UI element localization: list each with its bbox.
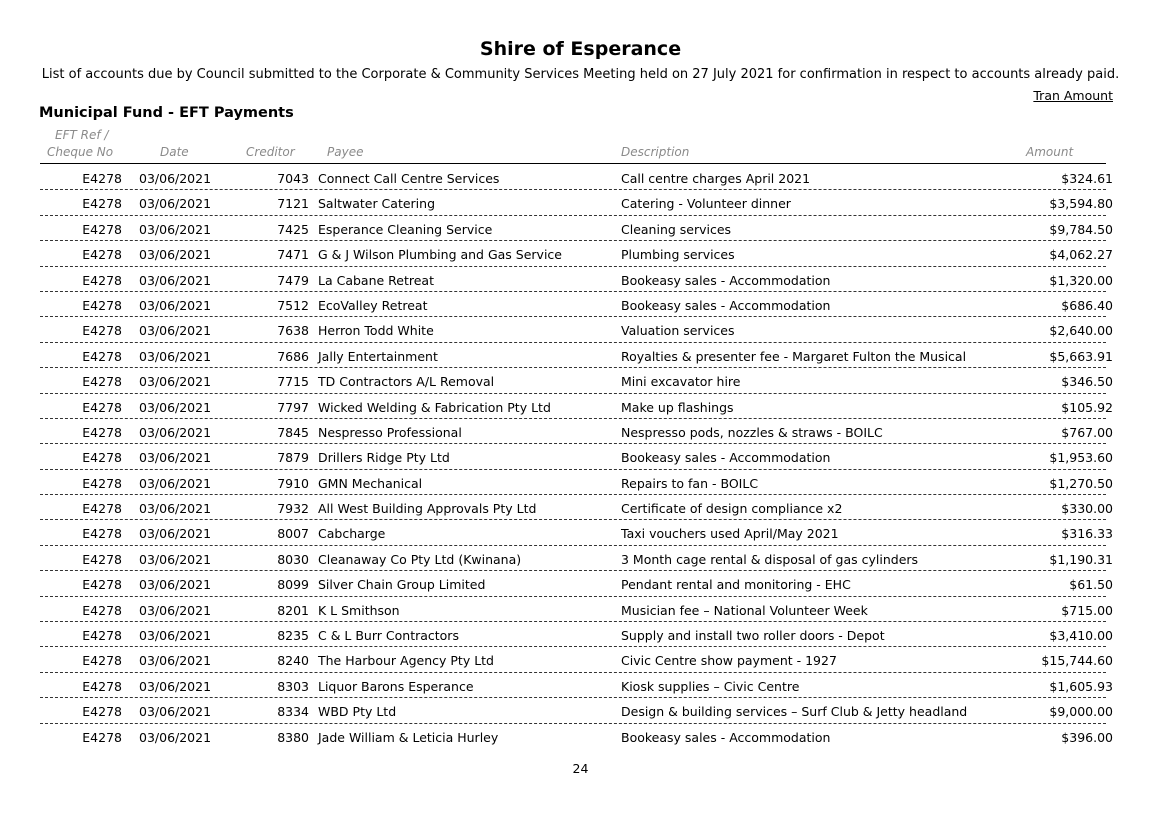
header-divider (40, 163, 1106, 164)
cell-ref: E4278 (82, 450, 122, 466)
cell-amount: $2,640.00 (1049, 323, 1113, 339)
cell-amount: $9,784.50 (1049, 221, 1113, 237)
cell-payee: Jally Entertainment (318, 348, 438, 364)
cell-ref: E4278 (82, 729, 122, 745)
cell-creditor: 7512 (277, 297, 309, 313)
cell-amount: $346.50 (1061, 374, 1113, 390)
cell-date: 03/06/2021 (139, 577, 212, 593)
cell-payee: Liquor Barons Esperance (318, 678, 474, 694)
cell-payee: WBD Pty Ltd (318, 704, 397, 720)
cell-creditor: 7479 (277, 272, 309, 288)
cell-date: 03/06/2021 (139, 221, 212, 237)
cell-creditor: 7121 (277, 196, 309, 212)
cell-amount: $4,062.27 (1049, 247, 1113, 263)
cell-description: Pendant rental and monitoring - EHC (621, 577, 851, 593)
cell-date: 03/06/2021 (139, 704, 212, 720)
cell-description: Nespresso pods, nozzles & straws - BOILC (621, 424, 883, 440)
cell-description: Bookeasy sales - Accommodation (621, 272, 831, 288)
cell-creditor: 7471 (277, 247, 309, 263)
table-row (0, 724, 1161, 749)
table-row (0, 622, 1161, 647)
cell-date: 03/06/2021 (139, 297, 212, 313)
column-header-ref-line1: EFT Ref / (55, 128, 109, 142)
cell-description: Mini excavator hire (621, 374, 741, 390)
cell-description: Bookeasy sales - Accommodation (621, 729, 831, 745)
cell-amount: $61.50 (1069, 577, 1113, 593)
cell-creditor: 8240 (277, 653, 309, 669)
cell-date: 03/06/2021 (139, 424, 212, 440)
cell-payee: All West Building Approvals Pty Ltd (318, 501, 537, 517)
page-title: Shire of Esperance (479, 38, 682, 60)
cell-description: Kiosk supplies – Civic Centre (621, 678, 800, 694)
section-heading: Municipal Fund - EFT Payments (39, 105, 294, 121)
table-row (0, 394, 1161, 419)
cell-ref: E4278 (82, 653, 122, 669)
table-row (0, 292, 1161, 317)
cell-ref: E4278 (82, 323, 122, 339)
cell-payee: Nespresso Professional (318, 424, 462, 440)
cell-amount: $330.00 (1061, 501, 1113, 517)
page-subtitle: List of accounts due by Council submitted to the Corporate & Community Services Meeting held on 27 July 2021 for confirmation in respect to accounts already paid. (41, 67, 1120, 82)
cell-ref: E4278 (82, 602, 122, 618)
cell-payee: EcoValley Retreat (318, 297, 428, 313)
cell-date: 03/06/2021 (139, 501, 212, 517)
cell-amount: $1,953.60 (1049, 450, 1113, 466)
table-row (0, 647, 1161, 672)
cell-date: 03/06/2021 (139, 196, 212, 212)
cell-amount: $3,594.80 (1049, 196, 1113, 212)
cell-ref: E4278 (82, 577, 122, 593)
cell-date: 03/06/2021 (139, 653, 212, 669)
cell-creditor: 7879 (277, 450, 309, 466)
cell-payee: Jade William & Leticia Hurley (318, 729, 499, 745)
cell-payee: C & L Burr Contractors (318, 628, 459, 644)
cell-ref: E4278 (82, 399, 122, 415)
cell-description: Taxi vouchers used April/May 2021 (621, 526, 839, 542)
cell-ref: E4278 (82, 171, 122, 186)
cell-creditor: 7845 (277, 424, 309, 440)
cell-amount: $105.92 (1061, 399, 1113, 415)
cell-payee: G & J Wilson Plumbing and Gas Service (318, 247, 562, 263)
cell-date: 03/06/2021 (139, 628, 212, 644)
cell-description: Bookeasy sales - Accommodation (621, 297, 831, 313)
cell-amount: $9,000.00 (1049, 704, 1113, 720)
cell-ref: E4278 (82, 247, 122, 263)
cell-creditor: 8201 (277, 602, 309, 618)
cell-date: 03/06/2021 (139, 374, 212, 390)
cell-date: 03/06/2021 (139, 678, 212, 694)
cell-amount: $1,190.31 (1049, 551, 1113, 567)
cell-creditor: 7043 (277, 171, 309, 186)
cell-description: Bookeasy sales - Accommodation (621, 450, 831, 466)
cell-creditor: 8099 (277, 577, 309, 593)
column-header-creditor: Creditor (246, 145, 295, 159)
table-row (0, 673, 1161, 698)
cell-description: Plumbing services (621, 247, 735, 263)
cell-creditor: 7797 (277, 399, 309, 415)
cell-description: Supply and install two roller doors - Depot (621, 628, 885, 644)
cell-ref: E4278 (82, 272, 122, 288)
cell-date: 03/06/2021 (139, 551, 212, 567)
cell-date: 03/06/2021 (139, 348, 212, 364)
cell-date: 03/06/2021 (139, 526, 212, 542)
cell-ref: E4278 (82, 196, 122, 212)
cell-creditor: 8007 (277, 526, 309, 542)
cell-creditor: 7715 (277, 374, 309, 390)
cell-creditor: 8380 (277, 729, 309, 745)
tran-amount-label: Tran Amount (1033, 88, 1113, 103)
cell-ref: E4278 (82, 628, 122, 644)
cell-amount: $1,270.50 (1049, 475, 1113, 491)
cell-description: Royalties & presenter fee - Margaret Fulton the Musical (621, 348, 967, 364)
cell-payee: Saltwater Catering (318, 196, 436, 212)
cell-payee: Esperance Cleaning Service (318, 221, 493, 237)
cell-description: Design & building services – Surf Club & Jetty headland (621, 704, 968, 720)
cell-description: Make up flashings (621, 399, 734, 415)
cell-description: 3 Month cage rental & disposal of gas cylinders (621, 551, 919, 567)
table-row (0, 216, 1161, 241)
cell-date: 03/06/2021 (139, 171, 212, 186)
column-header-amount: Amount (1026, 145, 1074, 159)
cell-amount: $715.00 (1061, 602, 1113, 618)
cell-payee: La Cabane Retreat (318, 272, 434, 288)
column-header-date: Date (160, 145, 189, 159)
cell-amount: $3,410.00 (1049, 628, 1113, 644)
cell-description: Civic Centre show payment - 1927 (621, 653, 837, 669)
cell-payee: TD Contractors A/L Removal (318, 374, 495, 390)
cell-amount: $324.61 (1061, 171, 1113, 186)
cell-description: Cleaning services (621, 221, 732, 237)
cell-description: Repairs to fan - BOILC (621, 475, 759, 491)
cell-amount: $316.33 (1061, 526, 1113, 542)
cell-date: 03/06/2021 (139, 272, 212, 288)
cell-date: 03/06/2021 (139, 475, 212, 491)
cell-amount: $686.40 (1061, 297, 1113, 313)
cell-ref: E4278 (82, 297, 122, 313)
cell-creditor: 8334 (277, 704, 309, 720)
cell-description: Call centre charges April 2021 (621, 171, 811, 186)
cell-date: 03/06/2021 (139, 602, 212, 618)
page-number: 24 (572, 761, 589, 776)
cell-payee: GMN Mechanical (318, 475, 423, 491)
table-row (0, 368, 1161, 393)
cell-ref: E4278 (82, 704, 122, 720)
cell-payee: Cleanaway Co Pty Ltd (Kwinana) (318, 551, 522, 567)
cell-date: 03/06/2021 (139, 323, 212, 339)
cell-amount: $767.00 (1061, 424, 1113, 440)
cell-description: Valuation services (621, 323, 735, 339)
cell-ref: E4278 (82, 475, 122, 491)
cell-creditor: 8235 (277, 628, 309, 644)
cell-ref: E4278 (82, 526, 122, 542)
cell-date: 03/06/2021 (139, 450, 212, 466)
cell-ref: E4278 (82, 551, 122, 567)
table-row (0, 571, 1161, 596)
table-row (0, 343, 1161, 368)
cell-amount: $5,663.91 (1049, 348, 1113, 364)
cell-creditor: 7638 (277, 323, 309, 339)
cell-description: Catering - Volunteer dinner (621, 196, 791, 212)
cell-payee: Silver Chain Group Limited (318, 577, 486, 593)
table-row (0, 444, 1161, 469)
cell-ref: E4278 (82, 374, 122, 390)
payments-table-body (0, 165, 1161, 749)
table-row (0, 241, 1161, 266)
table-row (0, 165, 1161, 190)
cell-ref: E4278 (82, 424, 122, 440)
cell-description: Certificate of design compliance x2 (621, 501, 843, 517)
cell-description: Musician fee – National Volunteer Week (621, 602, 868, 618)
cell-ref: E4278 (82, 501, 122, 517)
cell-payee: Cabcharge (318, 526, 386, 542)
cell-amount: $1,605.93 (1049, 678, 1113, 694)
table-row (0, 698, 1161, 723)
table-row (0, 520, 1161, 545)
cell-creditor: 8303 (277, 678, 309, 694)
column-header-payee: Payee (327, 145, 364, 159)
column-header-description: Description (621, 145, 690, 159)
cell-date: 03/06/2021 (139, 399, 212, 415)
table-row (0, 267, 1161, 292)
table-row (0, 495, 1161, 520)
cell-ref: E4278 (82, 348, 122, 364)
cell-creditor: 7686 (277, 348, 309, 364)
cell-ref: E4278 (82, 221, 122, 237)
cell-creditor: 7425 (277, 221, 309, 237)
cell-date: 03/06/2021 (139, 729, 212, 745)
cell-amount: $396.00 (1061, 729, 1113, 745)
cell-date: 03/06/2021 (139, 247, 212, 263)
cell-amount: $15,744.60 (1041, 653, 1113, 669)
table-row (0, 470, 1161, 495)
table-row (0, 190, 1161, 215)
cell-payee: Connect Call Centre Services (318, 171, 500, 186)
table-row (0, 419, 1161, 444)
cell-payee: Drillers Ridge Pty Ltd (318, 450, 450, 466)
cell-payee: Wicked Welding & Fabrication Pty Ltd (318, 399, 551, 415)
cell-creditor: 8030 (277, 551, 309, 567)
table-row (0, 317, 1161, 342)
cell-creditor: 7910 (277, 475, 309, 491)
cell-payee: The Harbour Agency Pty Ltd (318, 653, 494, 669)
column-header-ref-line2: Cheque No (47, 145, 114, 159)
cell-amount: $1,320.00 (1049, 272, 1113, 288)
table-row (0, 597, 1161, 622)
cell-payee: K L Smithson (318, 602, 400, 618)
cell-ref: E4278 (82, 678, 122, 694)
cell-creditor: 7932 (277, 501, 309, 517)
table-row (0, 546, 1161, 571)
cell-payee: Herron Todd White (318, 323, 434, 339)
